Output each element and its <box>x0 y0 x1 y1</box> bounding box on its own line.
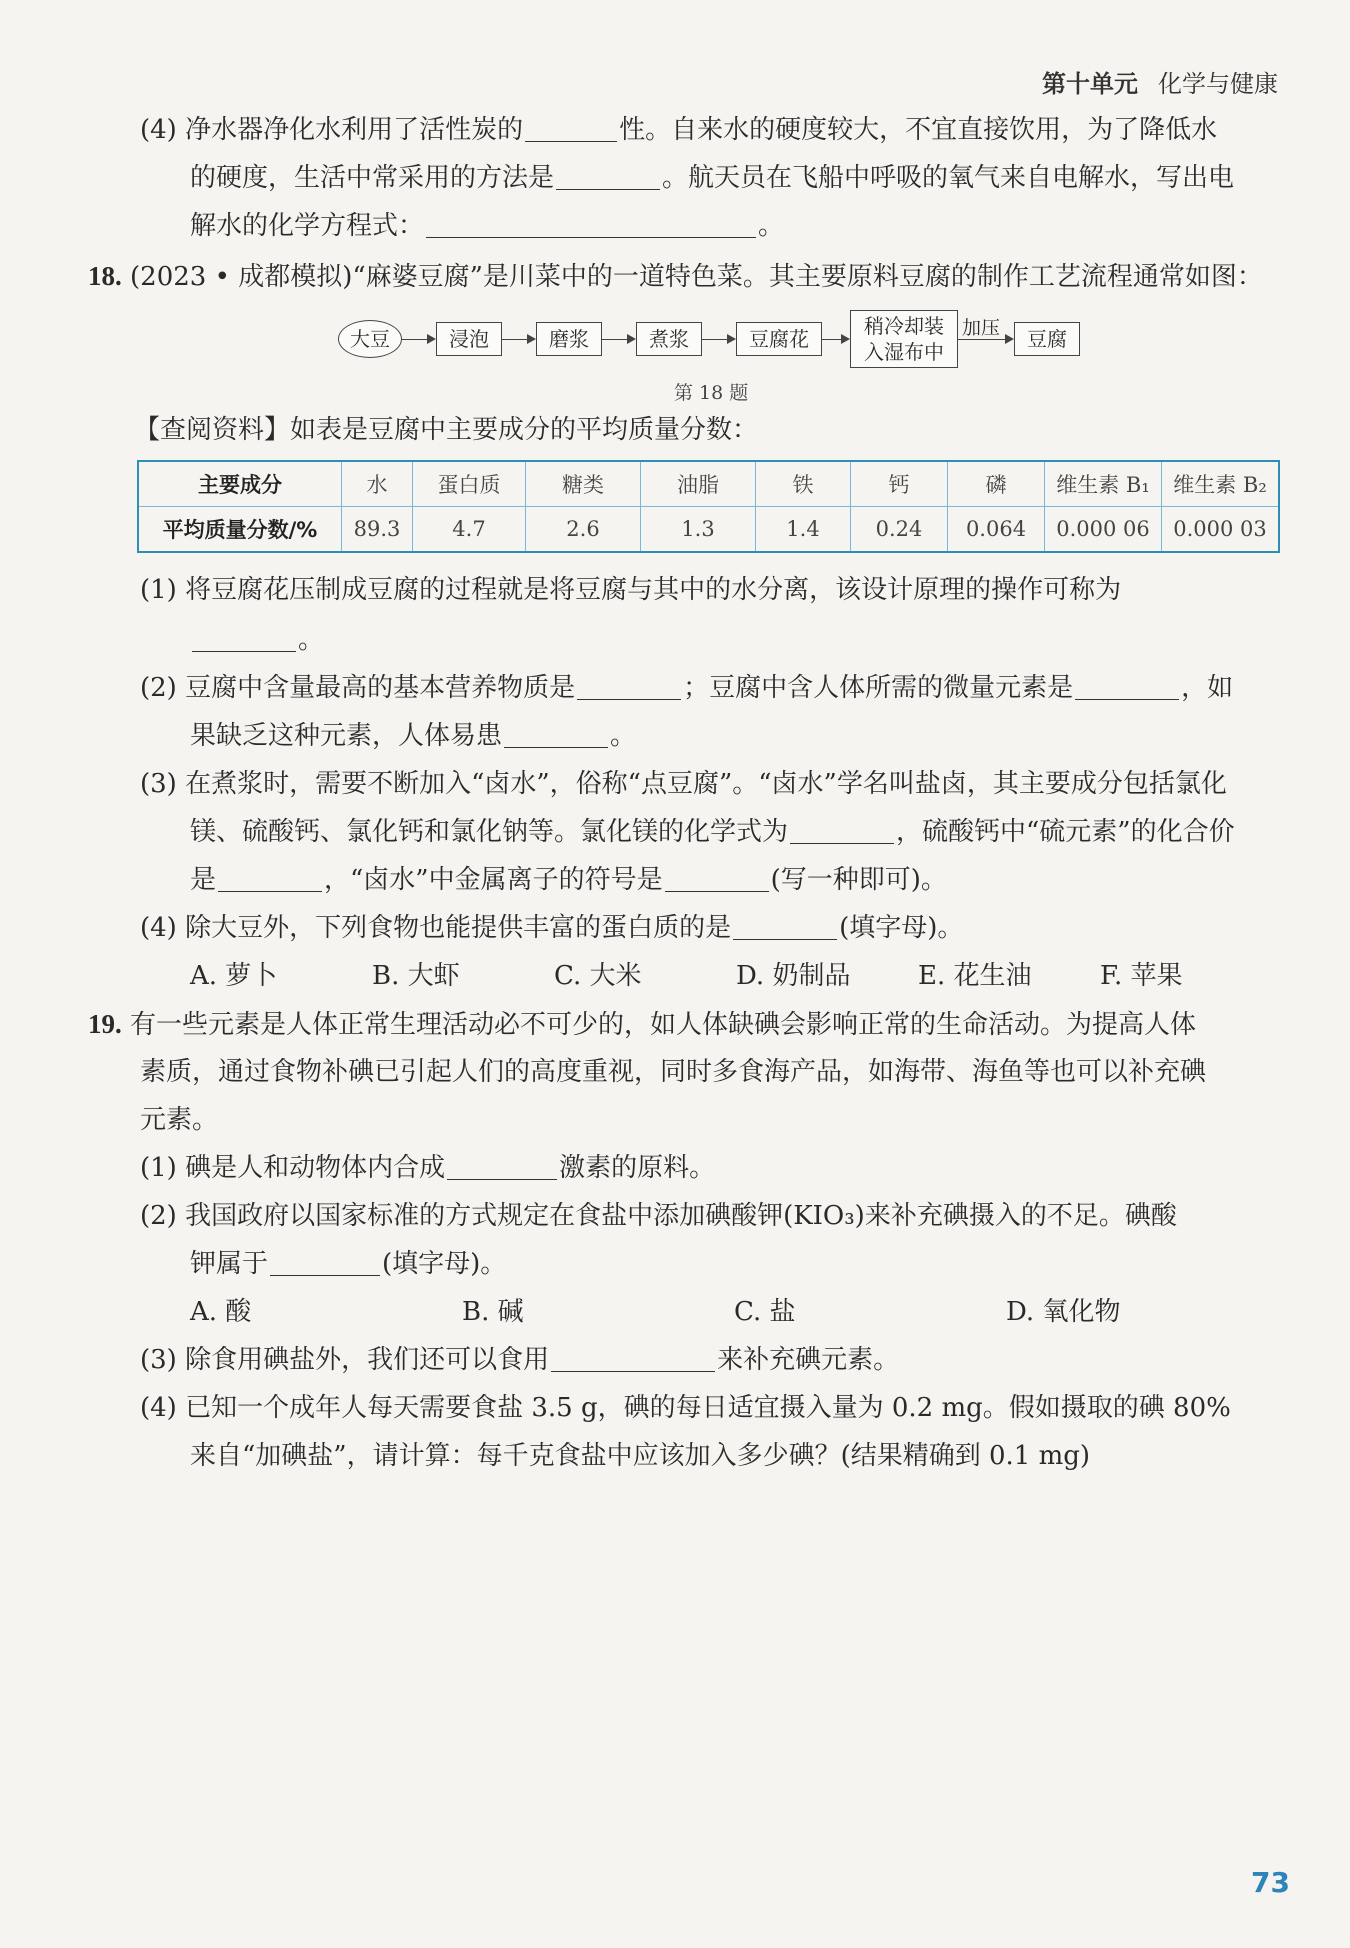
table-row <box>138 507 1279 553</box>
table-row-header: 平均质量分数/% <box>138 507 342 553</box>
q19-part1: (1) 碘是人和动物体内合成 激素的原料。 <box>140 1153 716 1183</box>
table-cell: 磷 <box>948 461 1045 507</box>
q19-intro-line3: 元素。 <box>140 1105 219 1135</box>
answer-blank <box>218 865 322 892</box>
q17-4-line3: 解水的化学方程式： 。 <box>190 211 785 241</box>
unit-topic: 化学与健康 <box>1158 70 1278 98</box>
table-row-header: 主要成分 <box>138 461 342 507</box>
answer-blank <box>525 115 617 142</box>
table-cell: 0.000 06 <box>1045 507 1162 553</box>
q18-part4-line1: (4) 除大豆外，下列食物也能提供丰富的蛋白质的是 (填字母)。 <box>140 913 964 943</box>
flow-arrow <box>502 339 534 340</box>
answer-blank <box>426 211 756 238</box>
q18-option-e: E. 花生油 <box>918 961 1032 991</box>
answer-blank <box>192 625 296 652</box>
flow-step-grind: 磨浆 <box>536 322 602 356</box>
table-cell: 0.064 <box>948 507 1045 553</box>
q18-part2-line1: (2) 豆腐中含量最高的基本营养物质是 ；豆腐中含人体所需的微量元素是 ，如 <box>140 673 1234 703</box>
table-cell: 蛋白质 <box>413 461 526 507</box>
table-cell: 糖类 <box>526 461 641 507</box>
answer-blank <box>733 913 837 940</box>
flow-arrow <box>702 339 734 340</box>
flow-arrow <box>402 339 434 340</box>
answer-blank <box>447 1153 557 1180</box>
page-number: 73 <box>1251 1866 1290 1899</box>
unit-title: 第十单元 <box>1042 70 1138 98</box>
q19-option-a: A. 酸 <box>190 1297 252 1327</box>
q18-option-f: F. 苹果 <box>1100 961 1183 991</box>
table-cell: 钙 <box>851 461 948 507</box>
table-cell: 89.3 <box>342 507 413 553</box>
table-cell: 铁 <box>756 461 851 507</box>
table-cell: 1.3 <box>641 507 756 553</box>
flow-step-boil: 煮浆 <box>636 322 702 356</box>
q18-option-b: B. 大虾 <box>372 961 460 991</box>
answer-blank <box>551 1345 715 1372</box>
q19-option-b: B. 碱 <box>462 1297 524 1327</box>
flow-arrow <box>958 339 1012 340</box>
table-cell: 0.24 <box>851 507 948 553</box>
flow-end-tofu: 豆腐 <box>1014 322 1080 356</box>
q18-option-a: A. 萝卜 <box>190 961 278 991</box>
q19-part3: (3) 除食用碘盐外，我们还可以食用 来补充碘元素。 <box>140 1345 900 1375</box>
question-number: 19. <box>88 1009 122 1039</box>
q18-part3-line3: 是 ，“卤水”中金属离子的符号是 (写一种即可)。 <box>190 865 947 895</box>
q17-4-line1: (4) 净水器净化水利用了活性炭的 性。自来水的硬度较大，不宜直接饮用，为了降低水 <box>140 115 1218 145</box>
q19-part2-line1: (2) 我国政府以国家标准的方式规定在食盐中添加碘酸钾(KIO₃)来补充碘摄入的不足。碘酸 <box>140 1201 1177 1231</box>
q18-reference-note: 【查阅资料】如表是豆腐中主要成分的平均质量分数： <box>134 415 759 445</box>
q18-intro: 18. (2023 • 成都模拟)“麻婆豆腐”是川菜中的一道特色菜。其主要原料豆腐的制作工艺流程通常如图： <box>88 261 1263 292</box>
flow-step-soak: 浸泡 <box>436 322 502 356</box>
q17-4-line2: 的硬度，生活中常采用的方法是 。航天员在飞船中呼吸的氧气来自电解水，写出电 <box>190 163 1235 193</box>
flow-step-curd: 豆腐花 <box>736 322 822 356</box>
answer-blank <box>577 673 681 700</box>
table-cell: 水 <box>342 461 413 507</box>
answer-blank <box>665 865 769 892</box>
q18-option-d: D. 奶制品 <box>736 961 851 991</box>
flow-start-soybean: 大豆 <box>338 320 402 358</box>
q19-part2-line2: 钾属于 (填字母)。 <box>190 1249 507 1279</box>
q19-intro-line2: 素质，通过食物补碘已引起人们的高度重视，同时多食海产品，如海带、海鱼等也可以补充碘 <box>140 1057 1207 1087</box>
tofu-composition-table <box>137 460 1280 553</box>
flow-step-cool: 稍冷却装 入湿布中 <box>850 310 958 368</box>
table-cell: 维生素 B₂ <box>1162 461 1280 507</box>
table-cell: 1.4 <box>756 507 851 553</box>
table-cell: 4.7 <box>413 507 526 553</box>
answer-blank <box>1075 673 1179 700</box>
q19-part4-line1: (4) 已知一个成年人每天需要食盐 3.5 g，碘的每日适宜摄入量为 0.2 mg。假如摄取的碘 80% <box>140 1393 1231 1423</box>
table-cell: 0.000 03 <box>1162 507 1280 553</box>
table-cell: 油脂 <box>641 461 756 507</box>
table-cell: 维生素 B₁ <box>1045 461 1162 507</box>
q19-part4-line2: 来自“加碘盐”，请计算：每千克食盐中应该加入多少碘？(结果精确到 0.1 mg) <box>190 1441 1091 1471</box>
figure-caption: 第 18 题 <box>674 382 749 404</box>
table-cell: 2.6 <box>526 507 641 553</box>
q18-option-c: C. 大米 <box>554 961 642 991</box>
q19-intro-line1: 19. 有一些元素是人体正常生理活动必不可少的，如人体缺碘会影响正常的生命活动。为提高人体 <box>88 1009 1197 1040</box>
q18-part2-line2: 果缺乏这种元素，人体易患 。 <box>190 721 637 751</box>
flow-arrow <box>822 339 848 340</box>
answer-blank <box>504 721 608 748</box>
q18-part1-line1: (1) 将豆腐花压制成豆腐的过程就是将豆腐与其中的水分离，该设计原理的操作可称为 <box>140 575 1122 605</box>
q19-option-c: C. 盐 <box>734 1297 796 1327</box>
question-number: 18. <box>88 261 122 291</box>
answer-blank <box>270 1249 380 1276</box>
flow-press-label: 加压 <box>962 317 1001 339</box>
q19-option-d: D. 氧化物 <box>1006 1297 1121 1327</box>
answer-blank <box>556 163 660 190</box>
answer-blank <box>790 817 894 844</box>
table-row <box>138 461 1279 507</box>
q18-part3-line1: (3) 在煮浆时，需要不断加入“卤水”，俗称“点豆腐”。“卤水”学名叫盐卤，其主要成分包括氯化 <box>140 769 1227 799</box>
page-header <box>1042 64 1278 99</box>
q18-part1-line2: 。 <box>190 622 324 658</box>
flow-arrow <box>602 339 634 340</box>
q18-part3-line2: 镁、硫酸钙、氯化钙和氯化钠等。氯化镁的化学式为 ，硫酸钙中“硫元素”的化合价 <box>190 817 1235 847</box>
